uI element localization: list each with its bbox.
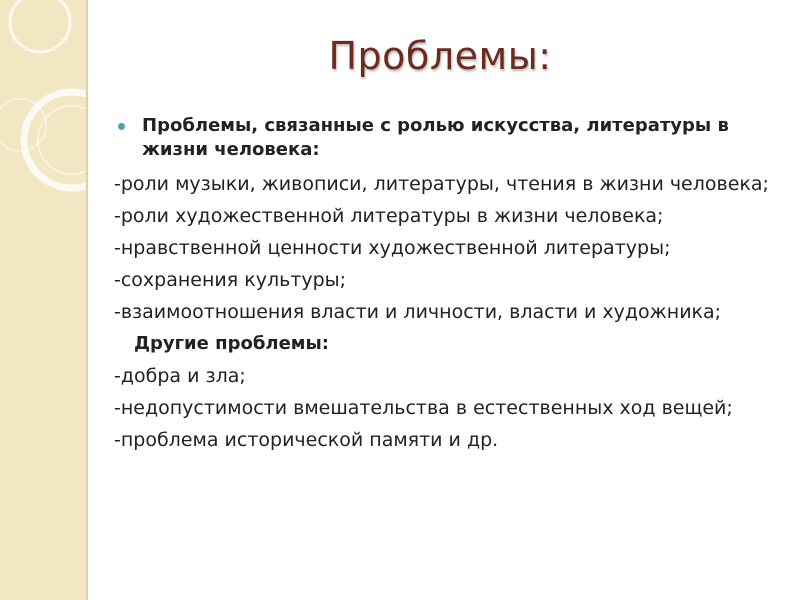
decorative-side-panel (0, 0, 88, 600)
subheading: Другие проблемы: (134, 333, 329, 354)
bullet-icon (118, 123, 125, 130)
list-item: -роли музыки, живописи, литературы, чтения в жизни человека; (114, 173, 769, 195)
list-item: -недопустимости вмешательства в естественных ход вещей; (114, 397, 733, 419)
list-item: -сохранения культуры; (114, 269, 347, 291)
list-item: -взаимоотношения власти и личности, власти и художника; (114, 301, 722, 323)
list-item: -нравственной ценности художественной литературы; (114, 237, 671, 259)
bullet-heading (114, 114, 774, 162)
slide-content (114, 114, 774, 460)
list-item: -добра и зла; (114, 365, 246, 387)
slide-title: Проблемы: (328, 34, 552, 78)
decorative-rings (0, 0, 88, 600)
list-item: -роли художественной литературы в жизни человека; (114, 205, 664, 227)
bullet-heading-text: Проблемы, связанные с ролью искусства, литературы в жизни человека: (142, 115, 729, 160)
list-item: -проблема исторической памяти и др. (114, 429, 499, 451)
